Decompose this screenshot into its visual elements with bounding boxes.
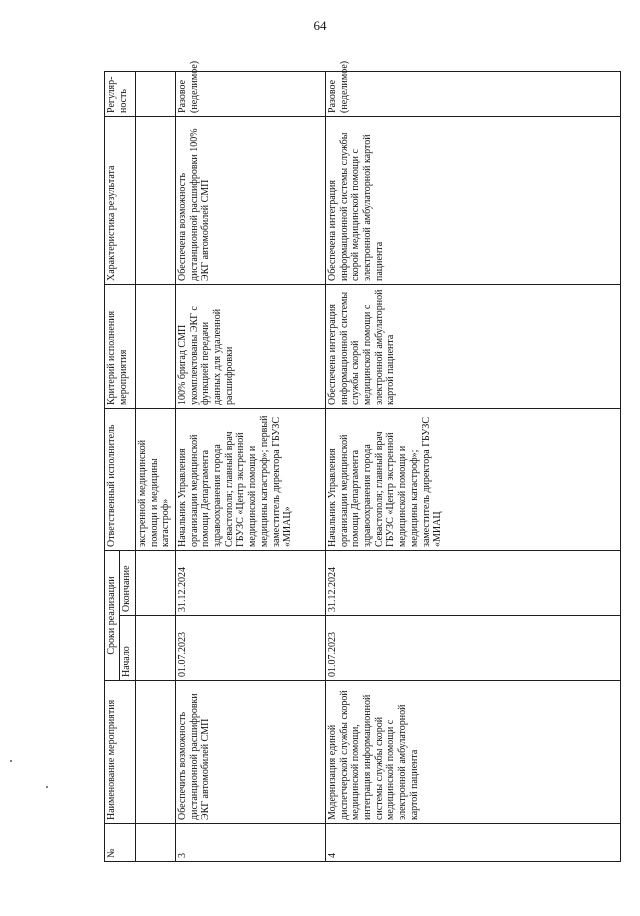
row-result: Обеспечена возможность дистанционной расшифровки 100% ЭКГ автомобилей СМП: [176, 116, 326, 284]
row-start: 01.07.2023: [176, 616, 326, 681]
header-name: Наименование мероприятия: [105, 681, 136, 824]
row-regularity: Разовое (неделимое): [326, 71, 621, 116]
row-result: Обеспечена интеграция информационной системы службы скорой медицинской помощи с электронной амбулаторной картой пациента: [326, 116, 621, 284]
rotated-table-wrapper: [104, 60, 620, 862]
cont-cell-result: [136, 116, 176, 284]
page-number: 64: [313, 18, 327, 33]
row-responsible: Начальник Управления организации медицинской помощи Департамента здравоохранения города Севастополя; главный врач ГБУЗС «Центр экстренной медицинской помощи и медицины катастроф»; заместитель директора ГБУЗС «МИАЦ: [326, 408, 621, 550]
row-regularity: Разовое (неделимое): [176, 71, 326, 116]
header-result: Характеристика результата: [105, 116, 136, 284]
row-num: 3: [176, 824, 326, 862]
cont-cell-end: [136, 550, 176, 615]
row-end: 31.12.2024: [176, 550, 326, 615]
row-criterion: 100% бригад СМП укомплектованы ЭКГ с функцией передачи данных для удаленной расшифровки: [176, 284, 326, 408]
cont-cell-num: [136, 824, 176, 862]
table-row: [326, 71, 621, 861]
cont-cell-responsible: экстренной медицинской помощи и медицины катастроф»: [136, 408, 176, 550]
cont-cell-regularity: [136, 71, 176, 116]
row-name: Модернизация единой диспетчерской службы скорой медицинской помощи, интеграция информационной системы службы скорой медицинской помощи с электронной амбулаторной картой пациента: [326, 681, 621, 824]
cont-cell-start: [136, 616, 176, 681]
header-num: №: [105, 824, 136, 862]
row-end: 31.12.2024: [326, 550, 621, 615]
row-start: 01.07.2023: [326, 616, 621, 681]
scan-speck: [10, 760, 12, 762]
row-num: 4: [326, 824, 621, 862]
header-terms: Сроки реализации: [105, 550, 120, 680]
row-criterion: Обеспечена интеграция информационной системы службы скорой медицинской помощи с электронной амбулаторной картой пациента: [326, 284, 621, 408]
cont-cell-criterion: [136, 284, 176, 408]
header-responsible: Ответственный исполнитель: [105, 408, 136, 550]
header-end: Окончание: [120, 550, 136, 615]
scan-speck: [46, 786, 48, 788]
header-row-1: [105, 71, 120, 861]
header-criterion: Критерий исполнения мероприятия: [105, 284, 136, 408]
measures-table: [104, 60, 621, 862]
continuation-row: [136, 71, 176, 861]
header-regularity: Регуляр-ность: [105, 71, 136, 116]
header-start: Начало: [120, 616, 136, 681]
row-name: Обеспечить возможность дистанционной расшифровки ЭКГ автомобилей СМП: [176, 681, 326, 824]
table-row: [176, 71, 326, 861]
cont-cell-name: [136, 681, 176, 824]
row-responsible: Начальник Управления организации медицинской помощи Департамента здравоохранения города Севастополя; главный врач ГБУЗС «Центр экстренной медицинской помощи и медицины катастроф»; первый заместитель директора ГБУЗС «МИАЦ»: [176, 408, 326, 550]
